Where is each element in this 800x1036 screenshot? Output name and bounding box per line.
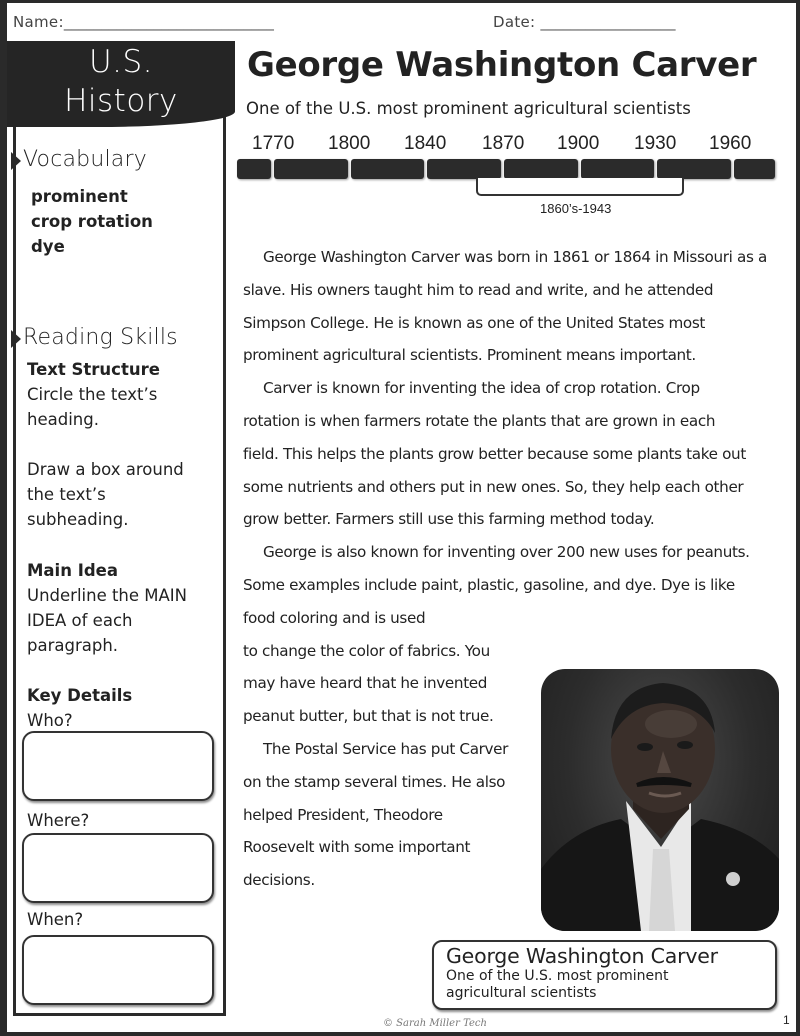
copyright-text: © Sarah Miller Tech bbox=[383, 1018, 487, 1029]
timeline-year: 1840 bbox=[404, 133, 447, 154]
banner-line-1: U.S. bbox=[88, 44, 154, 80]
timeline-segment bbox=[427, 159, 501, 179]
text-line: some nutrients and others put in new ones. So, they help each other bbox=[243, 477, 744, 496]
text-line: helped President, Theodore bbox=[243, 805, 443, 824]
who-answer-box[interactable] bbox=[22, 731, 214, 801]
text-line: may have heard that he invented bbox=[243, 674, 488, 693]
text-line bbox=[243, 536, 791, 569]
date-field[interactable] bbox=[493, 13, 675, 31]
timeline-segment bbox=[274, 159, 348, 179]
main-idea-heading: Main Idea bbox=[27, 561, 118, 580]
text-line bbox=[243, 372, 791, 405]
timeline-segment bbox=[657, 159, 731, 179]
portrait-photo bbox=[541, 669, 779, 931]
instruction-line: the text’s bbox=[27, 485, 106, 504]
instruction-line: Circle the text’s bbox=[27, 385, 158, 404]
text-line: decisions. bbox=[243, 871, 315, 890]
text-line: field. This helps the plants grow better because some plants take out bbox=[243, 444, 746, 463]
paragraph-2 bbox=[243, 372, 791, 536]
instruction-line: Draw a box around bbox=[27, 460, 184, 479]
timeline-range-label: 1860’s-1943 bbox=[540, 201, 612, 216]
text-line-content: The Postal Service has put Carver bbox=[263, 739, 509, 758]
highlight-shape bbox=[645, 710, 697, 738]
vocabulary-word: prominent bbox=[31, 187, 128, 206]
vocabulary-word: dye bbox=[31, 237, 65, 256]
timeline-segment bbox=[237, 159, 271, 179]
banner-line-2: History bbox=[64, 83, 178, 119]
timeline-segment bbox=[581, 159, 655, 179]
portrait-illustration bbox=[541, 669, 779, 931]
timeline-year: 1770 bbox=[252, 133, 295, 154]
instruction-line: IDEA of each bbox=[27, 611, 133, 630]
flower-shape bbox=[726, 872, 740, 886]
text-line: Roosevelt with some important bbox=[243, 838, 471, 857]
vocabulary-word: crop rotation bbox=[31, 212, 153, 231]
text-line: Simpson College. He is known as one of the United States most bbox=[243, 313, 706, 332]
text-line-content: George is also known for inventing over 200 new uses for peanuts. bbox=[263, 543, 750, 562]
question-label-who: Who? bbox=[27, 711, 73, 730]
text-line: to change the color of fabrics. You bbox=[243, 641, 490, 660]
timeline-year: 1930 bbox=[634, 133, 677, 154]
text-line: grow better. Farmers still use this farming method today. bbox=[243, 510, 655, 529]
question-label-where: Where? bbox=[27, 811, 90, 830]
paragraph-1 bbox=[243, 241, 791, 372]
date-blank[interactable]: __________________ bbox=[540, 13, 676, 31]
section-marker-icon bbox=[11, 152, 21, 170]
when-answer-box[interactable] bbox=[22, 935, 214, 1005]
name-label: Name: bbox=[13, 13, 64, 31]
timeline-year: 1900 bbox=[557, 133, 600, 154]
timeline-year: 1960 bbox=[709, 133, 752, 154]
name-blank[interactable]: ____________________________ bbox=[63, 13, 274, 31]
timeline-segment bbox=[351, 159, 425, 179]
key-details-block bbox=[27, 683, 217, 733]
text-line: peanut butter, but that is not true. bbox=[243, 707, 494, 726]
instruction-line: paragraph. bbox=[27, 636, 119, 655]
text-line: slave. His owners taught him to read and write, and he attended bbox=[243, 280, 714, 299]
text-line-content: Carver is known for inventing the idea of crop rotation. Crop bbox=[263, 379, 700, 398]
timeline-year: 1800 bbox=[328, 133, 371, 154]
instruction-line: heading. bbox=[27, 410, 99, 429]
caption-subtitle-line: agricultural scientists bbox=[446, 985, 597, 1001]
text-line-content: George Washington Carver was born in 1861 or 1864 in Missouri as a bbox=[263, 248, 767, 266]
text-line: on the stamp several times. He also bbox=[243, 772, 506, 791]
text-line bbox=[243, 241, 791, 274]
text-structure-heading: Text Structure bbox=[27, 360, 160, 379]
timeline-bar bbox=[237, 159, 775, 179]
eye-shape bbox=[637, 743, 653, 751]
text-line: prominent agricultural scientists. Prominent means important. bbox=[243, 346, 696, 365]
where-answer-box[interactable] bbox=[22, 833, 214, 903]
date-label: Date: bbox=[493, 13, 536, 31]
name-field[interactable] bbox=[13, 13, 274, 31]
vocabulary-heading: Vocabulary bbox=[23, 147, 147, 172]
page-number: 1 bbox=[783, 1013, 790, 1027]
timeline-segment bbox=[504, 159, 578, 179]
question-label-when: When? bbox=[27, 910, 84, 929]
text-structure-block bbox=[27, 357, 217, 432]
vocabulary-list bbox=[31, 184, 153, 259]
instruction-line: subheading. bbox=[27, 510, 129, 529]
instruction-line: Underline the MAIN bbox=[27, 586, 188, 605]
main-idea-block bbox=[27, 558, 217, 658]
box-instruction-block bbox=[27, 457, 217, 532]
timeline-year: 1870 bbox=[482, 133, 525, 154]
caption-box bbox=[432, 940, 777, 1010]
text-line: Some examples include paint, plastic, gasoline, and dye. Dye is like bbox=[243, 575, 735, 594]
page-title: George Washington Carver bbox=[247, 45, 757, 85]
subject-banner bbox=[7, 41, 235, 127]
section-marker-icon bbox=[11, 330, 21, 348]
caption-title: George Washington Carver bbox=[446, 944, 718, 968]
timeline bbox=[237, 129, 777, 224]
reading-skills-heading: Reading Skills bbox=[23, 325, 178, 350]
timeline-segment bbox=[734, 159, 775, 179]
caption-subtitle-line: One of the U.S. most prominent bbox=[446, 968, 669, 984]
text-line: food coloring and is used bbox=[243, 608, 426, 627]
key-details-heading: Key Details bbox=[27, 686, 133, 705]
timeline-range-bracket bbox=[476, 178, 684, 196]
worksheet-page bbox=[7, 3, 796, 1032]
page-subtitle: One of the U.S. most prominent agricultural scientists bbox=[246, 99, 691, 118]
eye-shape bbox=[677, 741, 693, 749]
text-line: rotation is when farmers rotate the plants that are grown in each bbox=[243, 411, 716, 430]
